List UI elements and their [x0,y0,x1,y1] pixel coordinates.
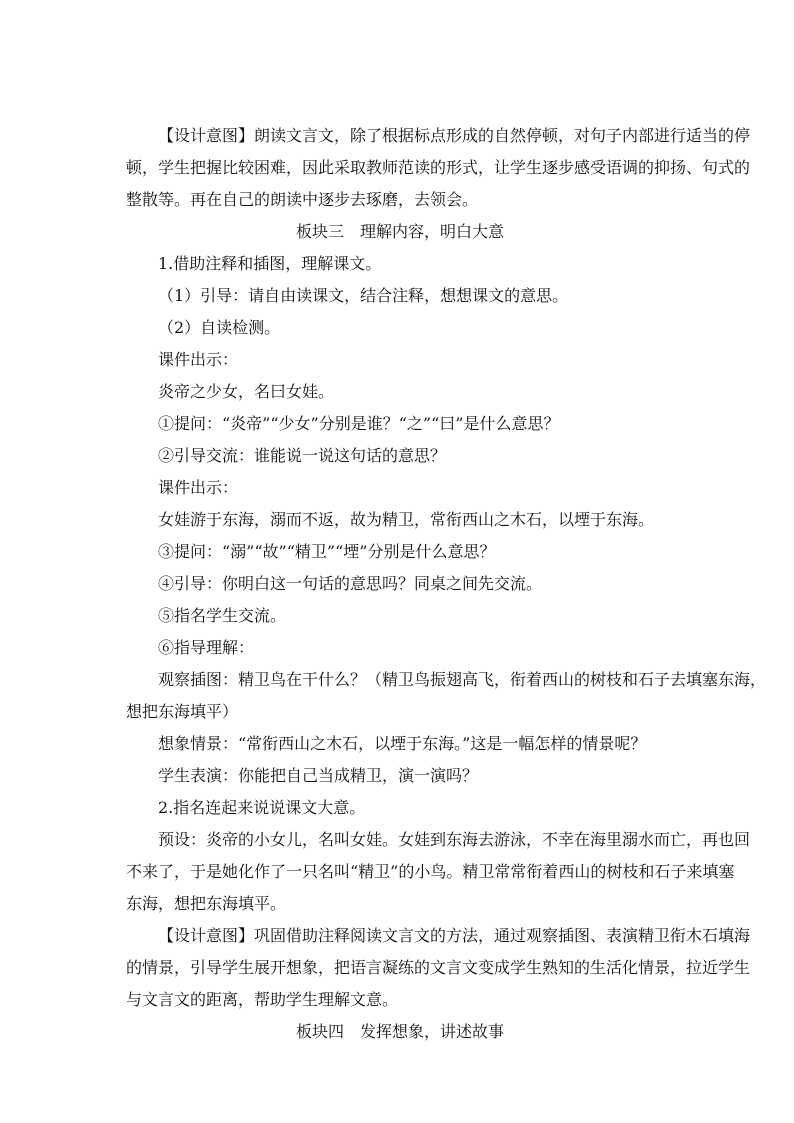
text-line: 的情景，引导学生展开想象，把语言凝练的文言文变成学生熟知的生活化情景，拉近学生 [126,958,751,977]
text-line: 顿，学生把握比较困难，因此采取教师范读的形式，让学生逐步感受语调的抑扬、句式的 [126,158,751,177]
perform-paragraph: 学生表演：你能把自己当成精卫，演一演吗？ [158,766,479,785]
preset-paragraph [126,824,751,920]
list-item: ①提问：“炎帝”“少女”分别是谁？“之”“曰”是什么意思？ [158,414,560,433]
text-line: 不来了，于是她化作了一只名叫“精卫”的小鸟。精卫常常衔着西山的树枝和石子来填塞 [126,862,735,881]
list-item: 炎帝之少女，名曰女娃。 [158,382,335,401]
imagine-paragraph: 想象情景：“常衔西山之木石，以堙于东海。”这是一幅怎样的情景呢？ [158,734,647,753]
observe-paragraph [126,664,767,728]
list-item: 1.借助注释和插图，理解课文。 [158,254,382,273]
section-heading-3: 板块三 理解内容，明白大意 [295,222,504,241]
text-line: 观察插图：精卫鸟在干什么？（精卫鸟振翅高飞，衔着西山的树枝和石子去填塞东海， [158,670,767,689]
list-item: ②引导交流：谁能说一说这句话的意思？ [158,446,447,465]
list-item: ④引导：你明白这一句话的意思吗？同桌之间先交流。 [158,574,543,593]
design-intent-paragraph-2 [126,920,751,1016]
list-item: ⑤指名学生交流。 [158,606,287,625]
text-line: 与文言文的距离，帮助学生理解文意。 [126,990,399,1009]
design-intent-paragraph-1 [126,120,751,216]
text-line: 【设计意图】巩固借助注释阅读文言文的方法，通过观察插图、表演精卫衔木石填海 [158,926,751,945]
list-item: 2.指名连起来说说课文大意。 [158,798,366,817]
list-item: 女娃游于东海，溺而不返，故为精卫，常衔西山之木石，以堙于东海。 [158,510,655,529]
list-item: （1）引导：请自由读课文，结合注释，想想课文的意思。 [158,286,569,305]
list-item: 课件出示： [158,478,239,497]
text-line: 整散等。再在自己的朗读中逐步去琢磨，去领会。 [126,190,479,209]
text-line: 想把东海填平） [126,702,239,721]
section-heading-4: 板块四 发挥想象，讲述故事 [295,1022,504,1041]
instruction-list [126,248,674,664]
text-line: 【设计意图】朗读文言文，除了根据标点形成的自然停顿，对句子内部进行适当的停 [158,126,751,145]
list-item: ③提问：“溺”“故”“精卫”“堙”分别是什么意思？ [158,542,496,561]
list-item: （2）自读检测。 [158,318,281,337]
list-item: ⑥指导理解： [158,638,255,657]
text-line: 预设：炎帝的小女儿，名叫女娃。女娃到东海去游泳，不幸在海里溺水而亡，再也回 [158,830,751,849]
list-item: 课件出示： [158,350,239,369]
document-content [126,120,767,1048]
text-line: 东海，想把东海填平。 [126,894,287,913]
